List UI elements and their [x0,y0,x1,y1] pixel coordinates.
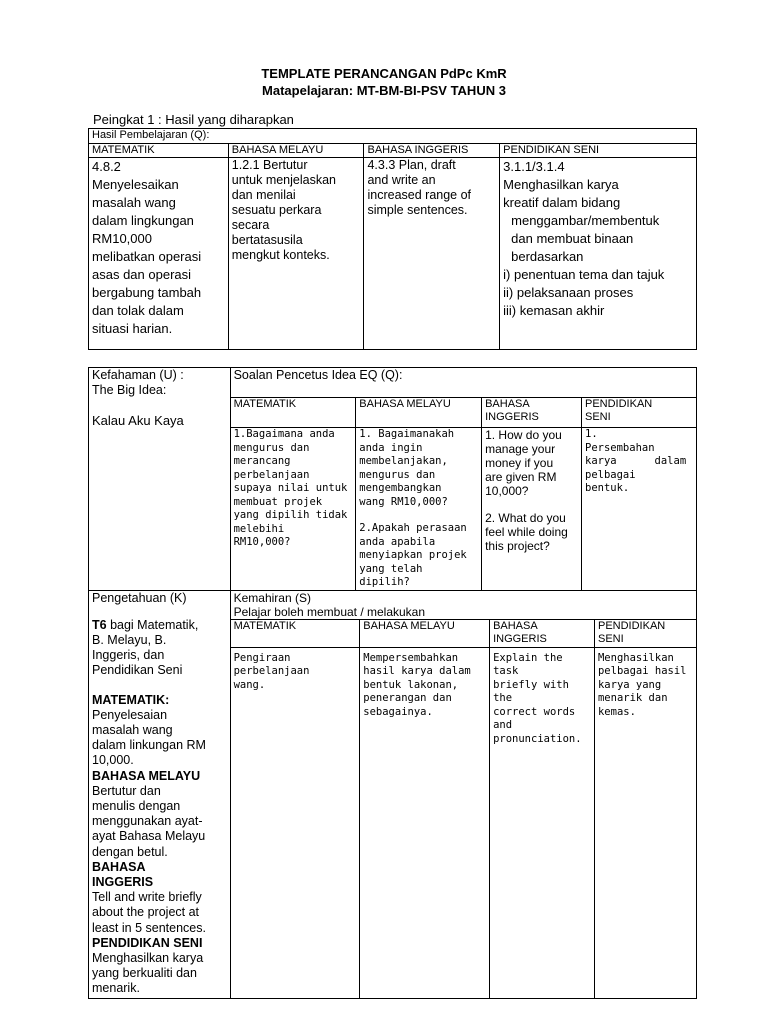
document-title: TEMPLATE PERANCANGAN PdPc KmR [261,66,507,81]
eq-matematik: 1.Bagaimana anda mengurus dan merancang perbelanjaan supaya nilai untuk membuat projek yang dipilih tidak melebihi RM10,000? [230,428,356,591]
skills-header-bahasa-melayu: BAHASA MELAYU [360,619,490,647]
skills-matematik: Pengiraan perbelanjaan wang. [230,647,360,999]
col-header-bahasa-inggeris: BAHASA INGGERIS [364,144,500,158]
eq-bahasa-melayu: 1. Bagaimanakah anda ingin membelanjakan, mengurus dan mengembangkan wang RM10,000? 2.Apakah perasaan anda apabila menyiapkan projek yang telah dipilih? [356,428,482,591]
peringkat-heading: Peingkat 1 : Hasil yang diharapkan [93,112,294,127]
skills-header-pendidikan-seni: PENDIDIKAN SENI [594,619,696,647]
skills-bahasa-inggeris: Explain the task briefly with the correct words and pronunciation. [490,647,595,999]
skills-header-bahasa-inggeris: BAHASA INGGERIS [490,619,595,647]
outcome-pendidikan-seni: 3.1.1/3.1.4 Menghasilkan karya kreatif dalam bidang menggambar/membentuk dan membuat binaan berdasarkan i) penentuan tema dan tajuk ii) pelaksanaan proses iii) kemasan akhir [500,158,697,350]
skills-header-matematik: MATEMATIK [230,619,360,647]
col-header-pendidikan-seni: PENDIDIKAN SENI [500,144,697,158]
knowledge-cell: Pengetahuan (K) T6 bagi Matematik, B. Melayu, B. Inggeris, dan Pendidikan Seni MATEMATIK: Penyelesaian masalah wang dalam linkungan RM 10,000. BAHASA MELAYU Bertutur dan menulis dengan menggunakan ayat- ayat Bahasa Melayu dengan betul. BAHASA INGGERIS Tell and write briefly about the project at least in 5 sentences. PENDIDIKAN SENI Menghasilkan karya yang berkualiti dan menarik. [89,590,231,999]
skills-pendidikan-seni: Menghasilkan pelbagai hasil karya yang menarik dan kemas. [594,647,696,999]
skills-bahasa-melayu: Mempersembahkan hasil karya dalam bentuk lakonan, penerangan dan sebagainya. [360,647,490,999]
outcome-matematik: 4.8.2 Menyelesaikan masalah wang dalam lingkungan RM10,000 melibatkan operasi asas dan operasi bergabung tambah dan tolak dalam situasi harian. [89,158,229,350]
understanding-cell: Kefahaman (U) : The Big Idea: Kalau Aku Kaya [89,368,231,591]
big-idea-text: Kalau Aku Kaya [92,413,184,428]
col-header-bahasa-melayu: BAHASA MELAYU [228,144,364,158]
skills-label-cell: Kemahiran (S) Pelajar boleh membuat / melakukan [230,590,696,619]
understanding-table [88,367,697,999]
outcome-bahasa-melayu: 1.2.1 Bertutur untuk menjelaskan dan menilai sesuatu perkara secara bertatasusila mengkut konteks. [228,158,364,350]
eq-bahasa-inggeris: 1. How do you manage your money if you are given RM 10,000? 2. What do you feel while doing this project? [482,428,582,591]
learning-outcomes-caption: Hasil Pembelajaran (Q): [89,129,697,144]
eq-header-pendidikan-seni: PENDIDIKAN SENI [582,398,697,428]
eq-pendidikan-seni: 1. Persembahan karya dalam pelbagai bentuk. [582,428,697,591]
eq-header-bahasa-inggeris: BAHASA INGGERIS [482,398,582,428]
col-header-matematik: MATEMATIK [89,144,229,158]
outcome-bahasa-inggeris: 4.3.3 Plan, draft and write an increased range of simple sentences. [364,158,500,350]
eq-header-bahasa-melayu: BAHASA MELAYU [356,398,482,428]
learning-outcomes-table [88,128,697,350]
eq-label: Soalan Pencetus Idea EQ (Q): [230,368,696,398]
document-subtitle: Matapelajaran: MT-BM-BI-PSV TAHUN 3 [262,83,506,98]
eq-header-matematik: MATEMATIK [230,398,356,428]
